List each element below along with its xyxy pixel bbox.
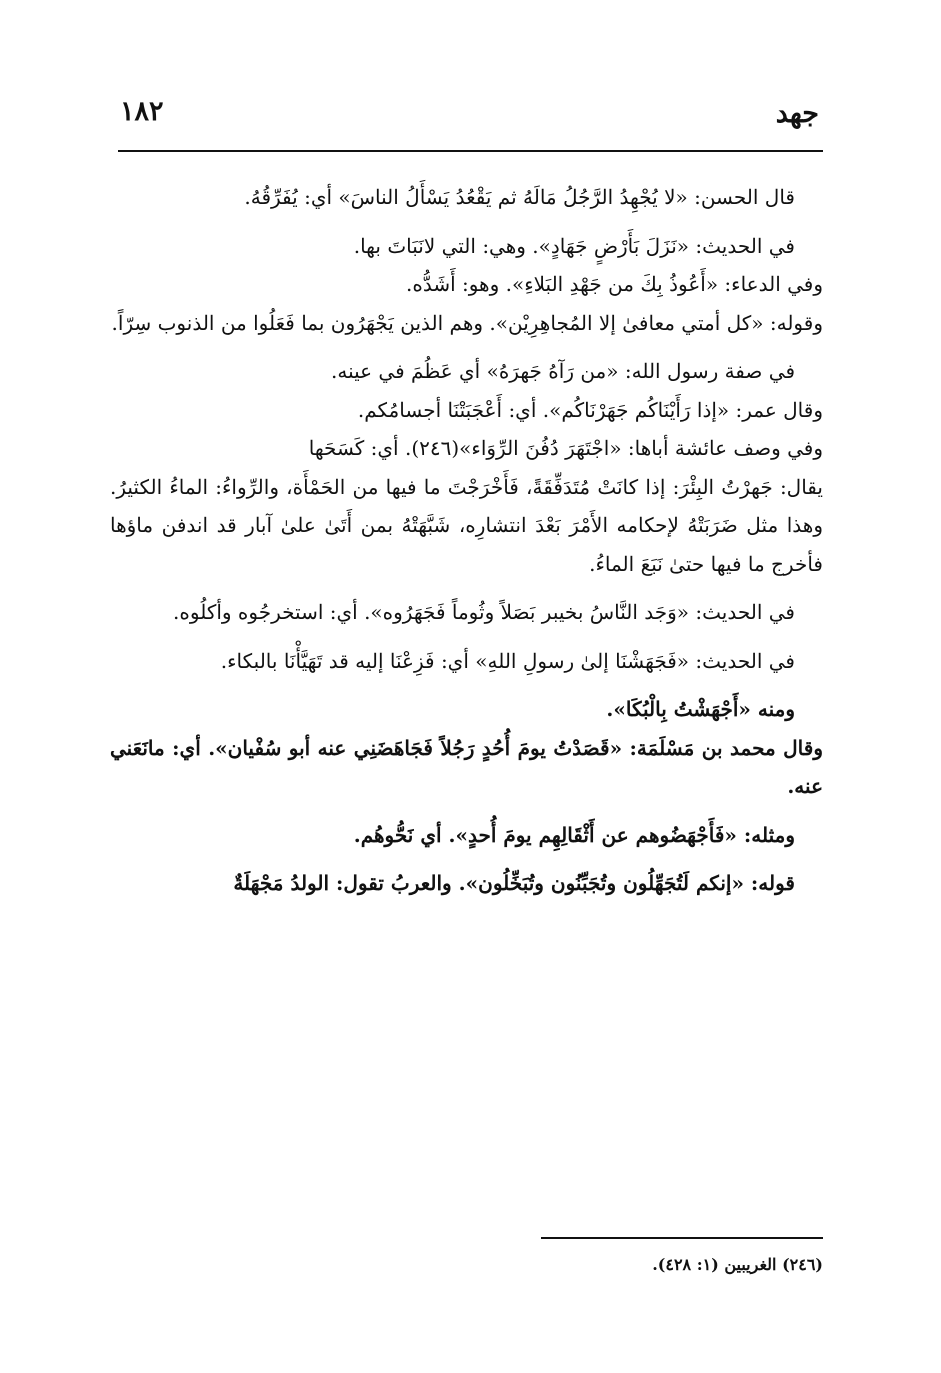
paragraph: وفي وصف عائشة أباها: «اجْتَهَرَ دُفُنَ الرِّوَاء»(٢٤٦). أي: كَسَحَها xyxy=(308,436,823,460)
footnote: (٢٤٦) الغريبين (١: ٤٢٨). xyxy=(652,1255,823,1274)
page-number: ١٨٢ xyxy=(120,96,164,127)
paragraph: قوله: «إنكم لَتُجَهِّلُون وتُجَبِّنُون وتُبَخِّلُون». والعربُ تقول: الولدُ مَجْهَلَةٌ xyxy=(233,871,795,895)
paragraph: قال الحسن: «لا يُجْهِدُ الرَّجُلُ مَالَهُ ثم يَقْعُدُ يَسْأَلُ الناسَ» أي: يُفَرِّقُهُ. xyxy=(244,185,795,209)
entry-word: جهد xyxy=(775,98,819,129)
paragraph: وفي الدعاء: «أَعُوذُ بِكَ من جَهْدِ البَلاءِ». وهو: أَشَدُّه. xyxy=(405,272,823,296)
paragraph: وقال محمد بن مَسْلَمَة: «قَصَدْتُ يومَ أُحُدٍ رَجُلاً فَجَاهَضَنِي عنه أبو سُفْيان». أي: مانَعَني عنه. xyxy=(110,735,823,798)
paragraph: في الحديث: «فَجَهَشْنَا إلىٰ رسولِ اللهِ» أي: فَزِعْنَا إليه قد تَهَيَّأْنَا بالبكاء. xyxy=(220,648,795,673)
paragraph: في صفة رسول الله: «من رَآهُ جَهرَهُ» أي عَظُمَ في عينه. xyxy=(330,359,795,383)
paragraph: في الحديث: «نَزَلَ بَأَرْضٍ جَهَادٍ». وهي: التي لانَبَاتَ بها. xyxy=(353,233,795,258)
paragraph: ومثله: «فَأَجْهَضُوهم عن أَثْقَالِهِم يومَ أُحدٍ». أي نَحُّوهُم. xyxy=(353,822,795,847)
paragraph: وقوله: «كل أمتي معافىٰ إلا المُجاهِرِيْن». وهم الذين يَجْهَرُون بما فَعَلُوا من الذنوب سِرّاً. xyxy=(111,310,823,335)
page-header xyxy=(118,96,823,152)
paragraph: يقال: جَهرْتُ البِئْرَ: إذا كانَتْ مُتَدَفِّقَةً، فَأَخْرَجْتَ ما فيها من الحَمْأَة، والرِّواءُ: الماءُ الكثيرُ. وهذا مثل ضَرَبَتْهُ لإحكامه الأَمْرَ بَعْدَ انتشارِه، شَبَّهَتْهُ بمن أَتَىٰ علىٰ آبار قد اندفن ماؤها فأخرج ما فيها حتىٰ نَبَعَ الماءُ. xyxy=(110,474,823,576)
paragraph: ومنه «أَجْهَشْتُ بِالْبُكَا». xyxy=(606,697,795,721)
footnote-divider xyxy=(541,1237,823,1239)
paragraph: في الحديث: «وَجَد النَّاسُ بخيبر بَصَلاً وثُوماً فَجَهَرُوه». أي: استخرجُوه وأكلُوه. xyxy=(173,600,795,624)
paragraph: وقال عمر: «إذا رَأَيْنَاكُم جَهَرْنَاكُم». أي: أَعْجَبَتْنَا أجسامُكم. xyxy=(357,397,823,422)
body-text xyxy=(110,178,823,913)
